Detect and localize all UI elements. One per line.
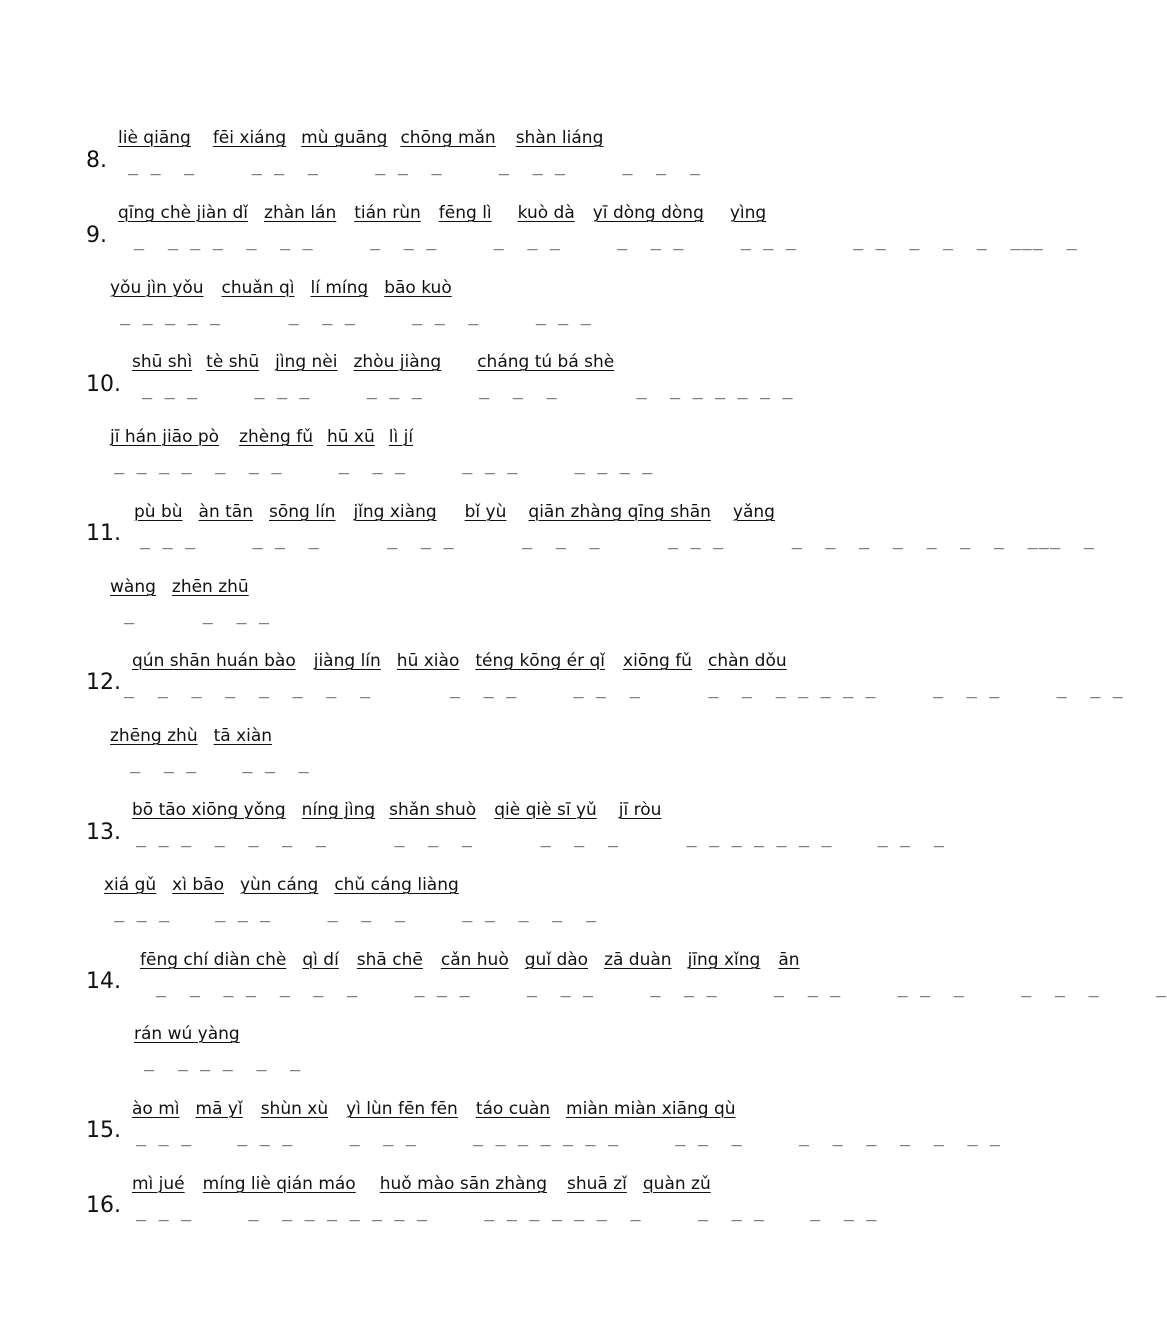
pinyin-word: qiān zhàng qīng shān <box>528 502 711 522</box>
answer-blanks: _ _ _ _ <box>124 605 271 625</box>
pinyin-word: kuò dà <box>517 203 575 223</box>
pinyin-word: jī hán jiāo pò <box>110 427 220 447</box>
pinyin-word: fēi xiáng <box>212 128 287 148</box>
pinyin-word: guǐ dào <box>524 950 589 970</box>
pinyin-word: mā yǐ <box>195 1099 243 1119</box>
pinyin-word: wàng <box>110 577 156 597</box>
pinyin-word: bāo kuò <box>384 278 452 298</box>
pinyin-word: chuǎn qì <box>221 278 295 298</box>
pinyin-word: shàn liáng <box>515 128 604 148</box>
pinyin-row <box>132 651 787 671</box>
pinyin-word: tè shū <box>206 352 260 372</box>
answer-blanks: _ _ _ _ _ _ <box>144 1052 302 1072</box>
pinyin-word: chōng mǎn <box>400 128 496 148</box>
pinyin-word: zhèng fǔ <box>239 427 313 447</box>
pinyin-word: jīng xǐng <box>687 950 761 970</box>
pinyin-row <box>104 875 459 895</box>
pinyin-word: táo cuàn <box>475 1099 551 1119</box>
pinyin-word: téng kōng ér qǐ <box>475 651 606 671</box>
pinyin-row <box>132 352 614 372</box>
pinyin-row <box>110 278 452 298</box>
question-number: 10. <box>86 372 121 397</box>
pinyin-word: rán wú yàng <box>134 1024 240 1044</box>
pinyin-word: jìng nèi <box>275 352 338 372</box>
pinyin-row <box>110 726 272 746</box>
pinyin-word: shuā zǐ <box>567 1174 627 1194</box>
answer-blanks: _ _ _ _ _ _ _ _ _ _ _ _ _ _ _ _ _ _ _ _ _ _ _ _ ___ _ <box>134 231 1078 251</box>
question-number: 15. <box>86 1118 121 1143</box>
pinyin-word: qì dí <box>302 950 339 970</box>
pinyin-word: jī ròu <box>618 800 662 820</box>
question-number: 13. <box>86 820 121 845</box>
answer-blanks: _ _ _ _ _ _ _ _ _ _ _ _ _ _ _ <box>128 156 701 176</box>
answer-blanks: _ _ _ _ _ _ _ _ _ _ _ _ _ _ _ _ _ _ _ _ _ _ _ _ <box>136 1202 878 1222</box>
pinyin-word: qiè qiè sī yǔ <box>494 800 597 820</box>
pinyin-row <box>118 128 603 148</box>
pinyin-row <box>110 577 249 597</box>
pinyin-word: jiàng lín <box>313 651 381 671</box>
pinyin-word: fēng lì <box>438 203 492 223</box>
pinyin-word: cháng tú bá shè <box>477 352 615 372</box>
pinyin-word: àn tān <box>198 502 253 522</box>
pinyin-word: lí míng <box>310 278 369 298</box>
pinyin-word: ān <box>778 950 800 970</box>
question-number: 9. <box>86 223 107 248</box>
pinyin-word: míng liè qián máo <box>202 1174 356 1194</box>
pinyin-word: tián rùn <box>354 203 421 223</box>
pinyin-word: yùn cáng <box>239 875 319 895</box>
pinyin-word: hū xiào <box>396 651 460 671</box>
pinyin-word: bǐ yù <box>464 502 507 522</box>
pinyin-word: yǎng <box>732 502 775 522</box>
pinyin-word: shùn xù <box>260 1099 329 1119</box>
pinyin-word: sōng lín <box>269 502 336 522</box>
pinyin-word: qīng chè jiàn dǐ <box>118 203 249 223</box>
answer-blanks: _ _ _ _ _ _ _ _ _ _ _ _ _ _ _ _ _ _ _ _ _ _ _ _ _ _ <box>156 978 1167 998</box>
pinyin-word: zhēn zhū <box>171 577 249 597</box>
answer-blanks: _ _ _ _ _ _ _ _ _ _ _ _ _ _ <box>114 903 598 923</box>
pinyin-word: zhòu jiàng <box>353 352 442 372</box>
answer-blanks: _ _ _ _ _ _ _ _ _ _ _ _ _ _ <box>120 306 592 326</box>
question-number: 8. <box>86 148 107 173</box>
pinyin-row <box>134 502 775 522</box>
pinyin-word: xì bāo <box>172 875 224 895</box>
pinyin-word: zhàn lán <box>264 203 337 223</box>
pinyin-row <box>110 427 413 447</box>
pinyin-row <box>134 1024 240 1044</box>
pinyin-word: bō tāo xiōng yǒng <box>132 800 286 820</box>
question-number: 16. <box>86 1193 121 1218</box>
pinyin-word: hū xū <box>326 427 375 447</box>
pinyin-word: ào mì <box>132 1099 180 1119</box>
pinyin-word: chàn dǒu <box>707 651 787 671</box>
pinyin-word: lì jí <box>388 427 414 447</box>
pinyin-word: yì lùn fēn fēn <box>346 1099 458 1119</box>
pinyin-row <box>132 800 661 820</box>
pinyin-word: shū shì <box>132 352 193 372</box>
pinyin-word: zhēng zhù <box>110 726 198 746</box>
pinyin-row <box>118 203 766 223</box>
pinyin-row <box>132 1099 736 1119</box>
pinyin-word: qún shān huán bào <box>132 651 296 671</box>
pinyin-word: pù bù <box>134 502 183 522</box>
pinyin-word: quàn zǔ <box>642 1174 711 1194</box>
question-number: 11. <box>86 521 121 546</box>
question-number: 12. <box>86 670 121 695</box>
pinyin-row <box>140 950 800 970</box>
answer-blanks: _ _ _ _ _ _ _ _ _ _ _ _ _ _ _ _ _ _ _ _ _ _ _ _ _ _ _ <box>124 679 1124 699</box>
pinyin-row <box>132 1174 711 1194</box>
pinyin-word: shǎn shuò <box>389 800 477 820</box>
pinyin-word: shā chē <box>356 950 423 970</box>
pinyin-word: huǒ mào sān zhàng <box>379 1174 547 1194</box>
answer-blanks: _ _ _ _ _ _ _ _ _ _ _ _ _ _ _ _ _ <box>114 455 654 475</box>
pinyin-word: jǐng xiàng <box>353 502 437 522</box>
answer-blanks: _ _ _ _ _ _ _ _ _ _ _ _ _ _ _ _ _ _ _ <box>142 380 794 400</box>
pinyin-word: xiá gǔ <box>104 875 157 895</box>
question-number: 14. <box>86 969 121 994</box>
pinyin-word: miàn miàn xiāng qù <box>566 1099 736 1119</box>
pinyin-word: yǒu jìn yǒu <box>110 278 204 298</box>
pinyin-word: níng jìng <box>301 800 376 820</box>
pinyin-word: xiōng fǔ <box>623 651 692 671</box>
answer-blanks: _ _ _ _ _ _ _ _ _ _ _ _ _ _ _ _ _ _ _ _ _ _ _ _ _ _ <box>136 1127 1002 1147</box>
pinyin-word: cǎn huò <box>440 950 509 970</box>
answer-blanks: _ _ _ _ _ _ _ _ _ _ _ _ _ _ _ _ _ _ _ _ _ _ _ <box>136 828 945 848</box>
answer-blanks: _ _ _ _ _ _ _ _ _ _ _ _ _ _ _ _ _ _ _ _ _ _ ___ _ <box>140 530 1095 550</box>
pinyin-word: liè qiāng <box>118 128 191 148</box>
pinyin-word: yī dòng dòng <box>592 203 704 223</box>
pinyin-word: zā duàn <box>604 950 672 970</box>
pinyin-word: yìng <box>729 203 767 223</box>
pinyin-word: mù guāng <box>301 128 388 148</box>
answer-blanks: _ _ _ _ _ _ <box>130 754 310 774</box>
pinyin-word: mì jué <box>132 1174 185 1194</box>
pinyin-word: tā xiàn <box>213 726 273 746</box>
pinyin-word: chǔ cáng liàng <box>334 875 459 895</box>
pinyin-word: fēng chí diàn chè <box>140 950 287 970</box>
